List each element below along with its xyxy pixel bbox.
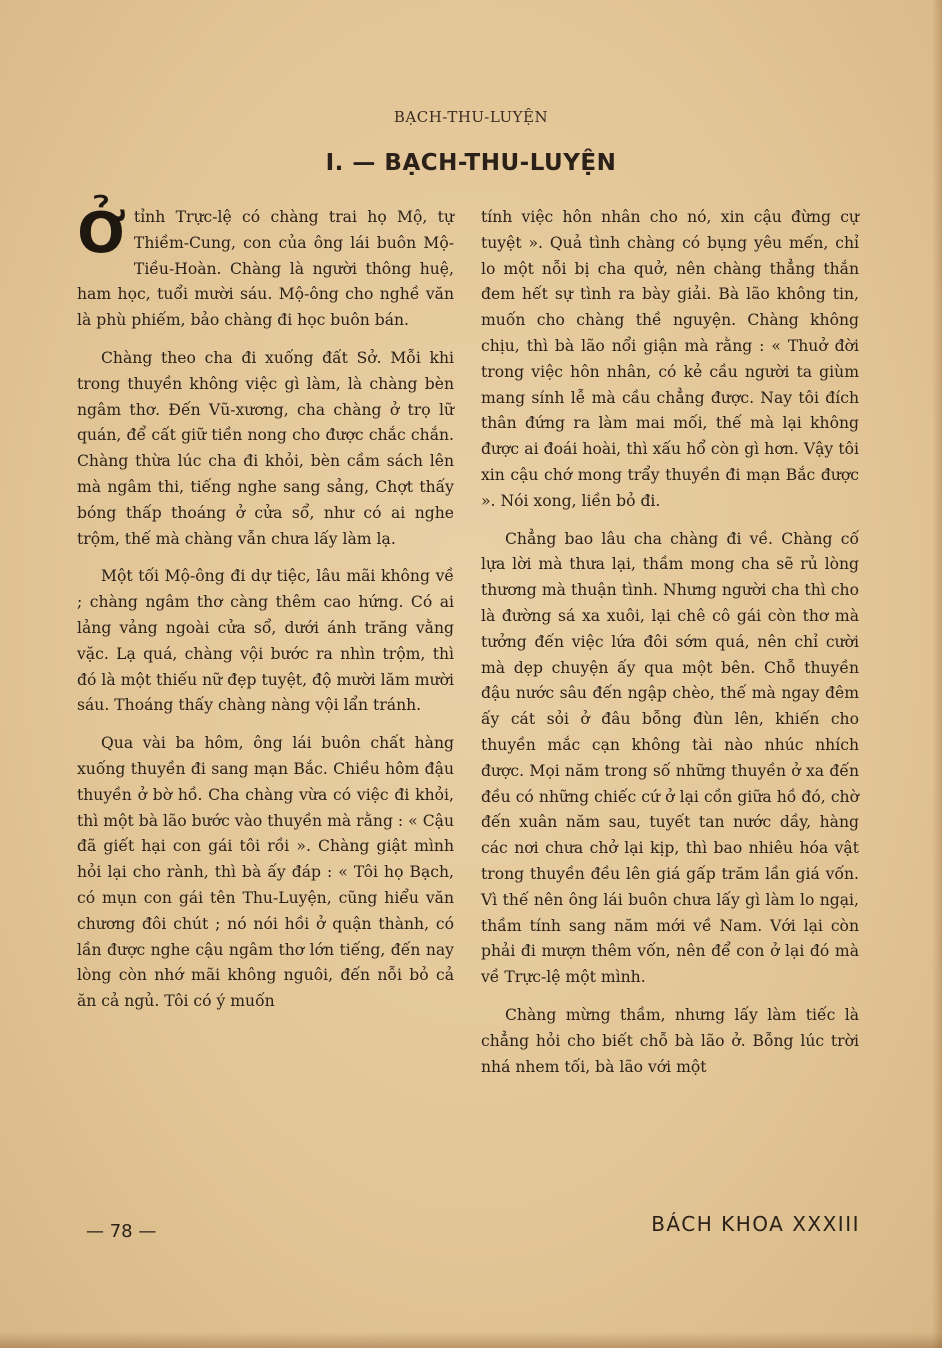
right-column bbox=[481, 205, 859, 1092]
page-number: — 78 — bbox=[86, 1221, 157, 1242]
paragraph: Một tối Mộ-ông đi dự tiệc, lâu mãi không về ; chàng ngâm thơ càng thêm cao hứng. Có ai lảng vảng ngoài cửa sổ, dưới ánh trăng vằng vặc. Lạ quá, chàng vội bước ra nhìn trộm, thì đó là một thiếu nữ đẹp tuyệt, độ mười lăm mười sáu. Thoáng thấy chàng nàng vội lẩn tránh. bbox=[77, 567, 454, 715]
left-column bbox=[77, 201, 454, 1027]
page-edge-shadow bbox=[932, 0, 942, 1348]
paragraph bbox=[77, 201, 454, 334]
paragraph: Chàng mừng thầm, nhưng lấy làm tiếc là chẳng hỏi cho biết chỗ bà lão ở. Bỗng lúc trời nhá nhem tối, bà lão với một bbox=[481, 1005, 859, 1076]
paragraph-text: tỉnh Trực-lệ có chàng trai họ Mộ, tự Thiềm-Cung, con của ông lái buôn Mộ-Tiều-Hoàn. Chàng là người thông huệ, ham học, tuổi mười sáu. Mộ-ông cho nghề văn là phù phiếm, bảo chàng đi học buôn bán. bbox=[77, 208, 454, 330]
paragraph: Qua vài ba hôm, ông lái buôn chất hàng xuống thuyền đi sang mạn Bắc. Chiều hôm đậu thuyền ở bờ hồ. Cha chàng vừa có việc đi khỏi, thì một bà lão bước vào thuyền mà rằng : « Cậu đã giết hại con gái tôi rồi ». Chàng giật mình hỏi lại cho rành, thì bà ấy đáp : « Tôi họ Bạch, có mụn con gái tên Thu-Luyện, cũng hiểu văn chương đôi chút ; nó nói hồi ở quận thành, có lần được nghe cậu ngâm thơ lớn tiếng, đến nay lòng còn nhớ mãi không nguôi, đến nỗi bỏ cả ăn cả ngủ. Tôi có ý muốn bbox=[77, 734, 454, 1011]
paragraph: Chàng theo cha đi xuống đất Sở. Mỗi khi trong thuyền không việc gì làm, là chàng bèn ngâm thơ. Đến Vũ-xương, cha chàng ở trọ lữ quán, để cất giữ tiền nong cho được chắc chắn. Chàng thừa lúc cha đi khỏi, bèn cầm sách lên mà ngâm thi, tiếng nghe sang sảng, Chợt thấy bóng thấp thoáng ở cửa sổ, như có ai nghe trộm, thế mà chàng vẫn chưa lấy làm lạ. bbox=[77, 348, 454, 548]
journal-footer: BÁCH KHOA XXXIII bbox=[651, 1212, 860, 1236]
chapter-title: I. — BẠCH-THU-LUYỆN bbox=[325, 150, 617, 176]
page-edge-shadow bbox=[0, 1332, 942, 1348]
paragraph: Chẳng bao lâu cha chàng đi về. Chàng cố lựa lời mà thưa lại, thầm mong cha sẽ rủ lòng thương mà thuận tình. Nhưng người cha thì cho là đường sá xa xuôi, lại chê cô gái còn thơ mà tưởng đến việc lứa đôi sớm quá, nên chỉ cười mà dẹp chuyện ấy qua một bên. Chỗ thuyền đậu nước sâu đến ngập chèo, thế mà ngay đêm ấy cát sỏi ở đâu bỗng đùn lên, khiến cho thuyền mắc cạn không tài nào nhúc nhích được. Mọi năm trong số những thuyền ở xa đến đều có những chiếc cứ ở lại cồn giữa hồ đó, chờ đến xuân năm sau, tuyết tan nước dầy, hàng các nơi chưa chở lại kịp, thì bao nhiêu hóa vật trong thuyền đều lên giá gấp trăm lần giá vốn. Vì thế nên ông lái buôn chưa lấy gì làm lo ngại, thầm tính sang năm mới về Nam. Với lại còn phải đi mượn thêm vốn, nên để con ở lại đó mà về Trực-lệ một mình. bbox=[481, 529, 859, 987]
running-head: BẠCH-THU-LUYỆN bbox=[393, 108, 549, 126]
drop-cap: Ở bbox=[77, 201, 126, 266]
paragraph: tính việc hôn nhân cho nó, xin cậu đừng cự tuyệt ». Quả tình chàng có bụng yêu mến, chỉ lo một nỗi bị cha quở, nên chàng thẳng thắn đem hết sự tình ra bày giải. Bà lão không tin, muốn cho chàng thề nguyện. Chàng không chịu, thì bà lão nổi giận mà rằng : « Thuở đời trong việc hôn nhân, có kẻ cầu người ta giùm mang sính lễ mà cầu chẳng được. Nay tôi đích thân đứng ra làm mai mối, thế mà lại không được ai đoái hoài, thì xấu hổ còn gì hơn. Vậy tôi xin cậu chớ mong trẩy thuyền đi mạn Bắc được ». Nói xong, liền bỏ đi. bbox=[481, 208, 859, 510]
